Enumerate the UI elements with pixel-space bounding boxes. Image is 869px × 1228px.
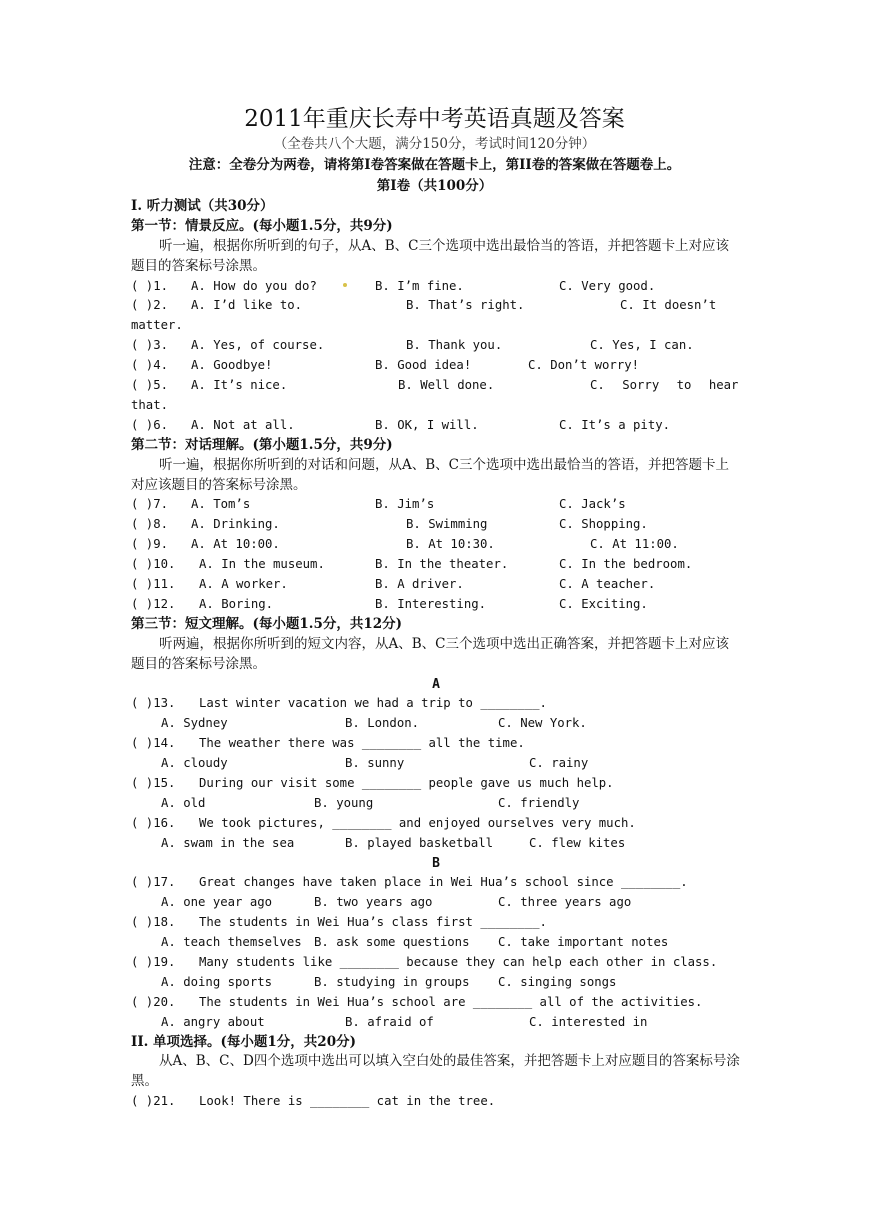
option-b: B. A driver.	[375, 577, 464, 592]
option-a: A. cloudy	[161, 756, 228, 771]
option-a: A. angry about	[161, 1014, 265, 1029]
question-20-stem	[131, 993, 741, 1013]
question-number: ( )2.	[131, 298, 169, 313]
question-13-stem	[131, 694, 741, 714]
question-number: ( )3.	[131, 338, 169, 353]
option-b: B. played basketball	[345, 835, 494, 850]
section3-instruction: 听两遍，根据你所听到的短文内容，从A、B、C三个选项中选出正确答案，并把答题卡上对应该题目的答案标号涂黑。	[131, 635, 729, 672]
option-b: B. That’s right.	[406, 298, 525, 313]
question-number: ( )12.	[131, 596, 176, 611]
section2-instruction: 听一遍，根据你所听到的对话和问题，从A、B、C三个选项中选出最恰当的答语，并把答题卡上对应该题目的答案标号涂黑。	[131, 456, 729, 493]
option-a: A. Not at all.	[191, 417, 295, 432]
question-15-stem	[131, 774, 741, 794]
question-17-stem	[131, 873, 741, 893]
question-15-options	[131, 794, 741, 814]
question-14-stem	[131, 734, 741, 754]
question-16-options	[131, 834, 741, 854]
question-text: Many students like ________ because they can help each other in class.	[199, 954, 718, 969]
option-c: C. Yes, I can.	[590, 338, 694, 353]
option-c: C. take important notes	[498, 935, 669, 950]
question-2	[131, 296, 741, 336]
option-c: C. interested in	[529, 1014, 648, 1029]
option-b: B. two years ago	[314, 895, 433, 910]
option-c: C. friendly	[498, 795, 580, 810]
option-c: C. Shopping.	[559, 517, 648, 532]
option-b: B. Jim’s	[375, 497, 435, 512]
option-a: A. Yes, of course.	[191, 338, 325, 353]
option-b: B. In the theater.	[375, 557, 509, 572]
part1-heading: I. 听力测试（共30分）	[131, 198, 274, 214]
question-11	[131, 575, 741, 595]
option-b: B. studying in groups	[314, 974, 470, 989]
question-number: ( )8.	[131, 517, 169, 532]
option-a: A. Boring.	[199, 596, 274, 611]
question-1	[131, 277, 741, 297]
option-b: B. young	[314, 795, 374, 810]
question-6	[131, 416, 741, 436]
option-a: A. teach themselves	[161, 935, 302, 950]
question-number: ( )10.	[131, 557, 176, 572]
question-9	[131, 535, 741, 555]
part2-heading: II. 单项选择。(每小题1分，共20分)	[131, 1033, 356, 1050]
volume-heading: 第I卷（共100分）	[376, 178, 493, 194]
question-text: We took pictures, ________ and enjoyed ourselves very much.	[199, 815, 636, 830]
option-c: C. Exciting.	[559, 596, 648, 611]
question-text: Look! There is ________ cat in the tree.	[199, 1094, 496, 1109]
question-21-stem	[131, 1092, 741, 1112]
question-19-stem	[131, 953, 741, 973]
option-a: A. Tom’s	[191, 497, 251, 512]
option-c: C. New York.	[498, 716, 587, 731]
section2-heading: 第二节：对话理解。(第小题1.5分，共9分)	[131, 436, 393, 453]
option-a: A. How do you do?	[191, 278, 317, 293]
section3-heading: 第三节：短文理解。(每小题1.5分，共12分)	[131, 615, 403, 632]
question-12	[131, 595, 741, 615]
question-13-options	[131, 714, 741, 734]
question-text: The students in Wei Hua’s school are ________ all of the activities.	[199, 994, 703, 1009]
section1-instruction: 听一遍，根据你所听到的句子，从A、B、C三个选项中选出最恰当的答语，并把答题卡上对应该题目的答案标号涂黑。	[131, 237, 729, 274]
option-c: C. rainy	[529, 756, 589, 771]
question-text: The weather there was ________ all the time.	[199, 736, 525, 751]
question-number: ( )19.	[131, 954, 176, 969]
option-a: A. A worker.	[199, 577, 288, 592]
option-b: B. I’m fine.	[375, 278, 464, 293]
option-c: C. Don’t worry!	[528, 358, 640, 373]
option-b: B. London.	[345, 716, 420, 731]
question-17-options	[131, 893, 741, 913]
question-10	[131, 555, 741, 575]
option-a: A. doing sports	[161, 974, 273, 989]
question-number: ( )20.	[131, 994, 176, 1009]
option-b: B. ask some questions	[314, 935, 470, 950]
part2-instruction: 从A、B、C、D四个选项中选出可以填入空白处的最佳答案，并把答题卡上对应题目的答案标号涂黑。	[131, 1053, 740, 1090]
option-a: A. In the museum.	[199, 557, 325, 572]
option-a: A. one year ago	[161, 895, 273, 910]
option-a: A. Sydney	[161, 716, 228, 731]
question-number: ( )9.	[131, 537, 169, 552]
option-a: A. I’d like to.	[191, 298, 303, 313]
page-title: 2011年重庆长寿中考英语真题及答案	[244, 106, 625, 132]
question-number: ( )4.	[131, 358, 169, 373]
question-number: ( )5.	[131, 378, 169, 393]
question-7	[131, 495, 741, 515]
question-number: ( )1.	[131, 278, 169, 293]
option-a: A. At 10:00.	[191, 537, 280, 552]
question-text: Great changes have taken place in Wei Hua’s school since ________.	[199, 875, 688, 890]
option-a: A. It’s nice.	[191, 378, 288, 393]
option-c: C. A teacher.	[559, 577, 656, 592]
exam-info: （全卷共八个大题，满分150分，考试时间120分钟）	[273, 136, 596, 152]
question-3	[131, 336, 741, 356]
question-text: During our visit some ________ people gave us much help.	[199, 775, 614, 790]
question-19-options	[131, 973, 741, 993]
question-number: ( )17.	[131, 875, 176, 890]
question-number: ( )6.	[131, 417, 169, 432]
option-b: B. Interesting.	[375, 596, 487, 611]
section1-heading: 第一节：情景反应。(每小题1.5分，共9分)	[131, 217, 393, 234]
option-b: B. Well done.	[398, 378, 495, 393]
question-number: ( )7.	[131, 497, 169, 512]
option-a: A. old	[161, 795, 206, 810]
question-14-options	[131, 754, 741, 774]
option-c: C. Jack’s	[559, 497, 626, 512]
option-c: C. Sorry to hear	[590, 378, 739, 393]
option-c: C. three years ago	[498, 895, 632, 910]
option-b: B. afraid of	[345, 1014, 434, 1029]
option-a: A. Goodbye!	[191, 358, 273, 373]
option-c: C. flew kites	[529, 835, 626, 850]
question-text: Last winter vacation we had a trip to ________.	[199, 696, 547, 711]
question-number: ( )16.	[131, 815, 176, 830]
question-4	[131, 356, 741, 376]
option-b: B. Thank you.	[406, 338, 503, 353]
question-18-options	[131, 933, 741, 953]
option-c-continued: that.	[131, 397, 169, 412]
question-number: ( )11.	[131, 577, 176, 592]
question-number: ( )13.	[131, 696, 176, 711]
option-c: C. singing songs	[498, 974, 617, 989]
option-c: C. In the bedroom.	[559, 557, 693, 572]
option-b: B. sunny	[345, 756, 405, 771]
option-c: C. Very good.	[559, 278, 656, 293]
question-number: ( )18.	[131, 915, 176, 930]
option-b: B. At 10:30.	[406, 537, 495, 552]
option-c: C. It’s a pity.	[559, 417, 671, 432]
question-number: ( )14.	[131, 736, 176, 751]
option-c: C. It doesn’t	[620, 298, 717, 313]
exam-content	[131, 197, 741, 1112]
option-a: A. swam in the sea	[161, 835, 295, 850]
question-5	[131, 376, 741, 416]
question-8	[131, 515, 741, 535]
question-20-options	[131, 1013, 741, 1033]
question-number: ( )15.	[131, 775, 176, 790]
option-a: A. Drinking.	[191, 517, 280, 532]
exam-notice: 注意：全卷分为两卷，请将第I卷答案做在答题卡上，第II卷的答案做在答题卷上。	[188, 157, 681, 173]
option-c: C. At 11:00.	[590, 537, 679, 552]
question-16-stem	[131, 814, 741, 834]
passage-a-label: A	[432, 676, 440, 692]
option-c-continued: matter.	[131, 318, 183, 333]
option-b: B. Swimming	[406, 517, 488, 532]
question-number: ( )21.	[131, 1094, 176, 1109]
option-b: B. Good idea!	[375, 358, 472, 373]
passage-b-label: B	[432, 855, 440, 871]
option-b: B. OK, I will.	[375, 417, 479, 432]
question-18-stem	[131, 913, 741, 933]
question-text: The students in Wei Hua’s class first ________.	[199, 915, 547, 930]
